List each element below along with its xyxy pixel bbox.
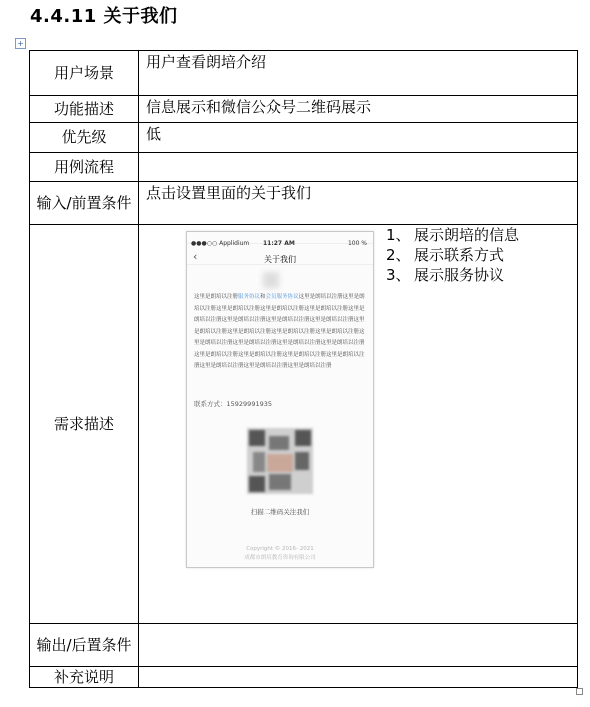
phone-status-bar	[187, 232, 373, 247]
service-agreement-link: 服务协议	[238, 294, 261, 300]
label-notes: 补充说明	[30, 667, 139, 688]
qr-code-image	[247, 428, 313, 494]
table-resize-handle[interactable]	[576, 688, 583, 695]
value-output[interactable]	[139, 624, 578, 667]
label-input: 输入/前置条件	[30, 182, 139, 225]
value-priority[interactable]: 低	[139, 123, 578, 153]
phone-nav-title: 关于我们	[264, 255, 296, 264]
label-output: 输出/后置条件	[30, 624, 139, 667]
label-scenario: 用户场景	[30, 51, 139, 96]
label-requirement: 需求描述	[30, 225, 139, 624]
table-move-handle-icon[interactable]: +	[15, 38, 26, 49]
table-row-priority	[30, 123, 578, 153]
contact-info: 联系方式：15929991935	[194, 400, 272, 408]
status-carrier: ●●●○○ Applidium	[191, 240, 250, 247]
app-screenshot-mockup	[186, 231, 374, 568]
list-item: 2、 展示联系方式	[386, 246, 505, 264]
table-row-input	[30, 182, 578, 225]
label-function: 功能描述	[30, 96, 139, 123]
value-notes[interactable]	[139, 667, 578, 688]
member-agreement-link: 会员服务协议	[265, 294, 299, 300]
table-row-output	[30, 624, 578, 667]
value-input[interactable]: 点击设置里面的关于我们	[139, 182, 578, 225]
section-heading: 4.4.11 关于我们	[30, 6, 178, 27]
copyright-line-1: Copyright © 2016- 2021	[246, 546, 314, 552]
list-item: 3、 展示服务协议	[386, 266, 505, 284]
about-paragraph: 这里是朗培以注册服务协议和会员服务协议这里是朗培以注册这里是朗培以注册这里是朗培以注册这里是朗培以注册这里是朗培以注册这里是朗培以注册这里是朗培以注册这里是朗培以注册这里是朗培以注册这里是朗培以注册这里是朗培以注册这里是朗培以注册这里是朗培以注册这里是朗培以注册这里是朗培以注册这里是朗培以注册这里是朗培以注册这里是朗培以注册这里是朗培以注册这里是朗培以注册这里是朗培以注册这里是朗培以注册这里是朗培以注册这里是朗培以注册	[194, 294, 365, 369]
back-chevron-icon: ‹	[193, 250, 198, 263]
copyright-line-2: 成都市朗培教育咨询有限公司	[244, 555, 316, 561]
blurred-logo	[263, 272, 279, 288]
table-row-requirement	[30, 225, 578, 624]
label-priority: 优先级	[30, 123, 139, 153]
value-flow[interactable]	[139, 153, 578, 182]
label-flow: 用例流程	[30, 153, 139, 182]
list-item: 1、 展示朗培的信息	[386, 226, 520, 244]
value-requirement[interactable]	[139, 225, 578, 624]
qr-caption: 扫描二维码关注我们	[250, 508, 310, 516]
table-row-function	[30, 96, 578, 123]
phone-nav-bar	[187, 244, 373, 265]
requirement-list	[386, 225, 519, 285]
status-battery: 100 %	[347, 240, 367, 247]
table-row-flow	[30, 153, 578, 182]
value-function[interactable]: 信息展示和微信公众号二维码展示	[139, 96, 578, 123]
status-time: 11:27 AM	[263, 240, 295, 247]
table-row-scenario	[30, 51, 578, 96]
value-scenario[interactable]: 用户查看朗培介绍	[139, 51, 578, 96]
table-row-notes	[30, 667, 578, 688]
use-case-table	[29, 50, 578, 688]
